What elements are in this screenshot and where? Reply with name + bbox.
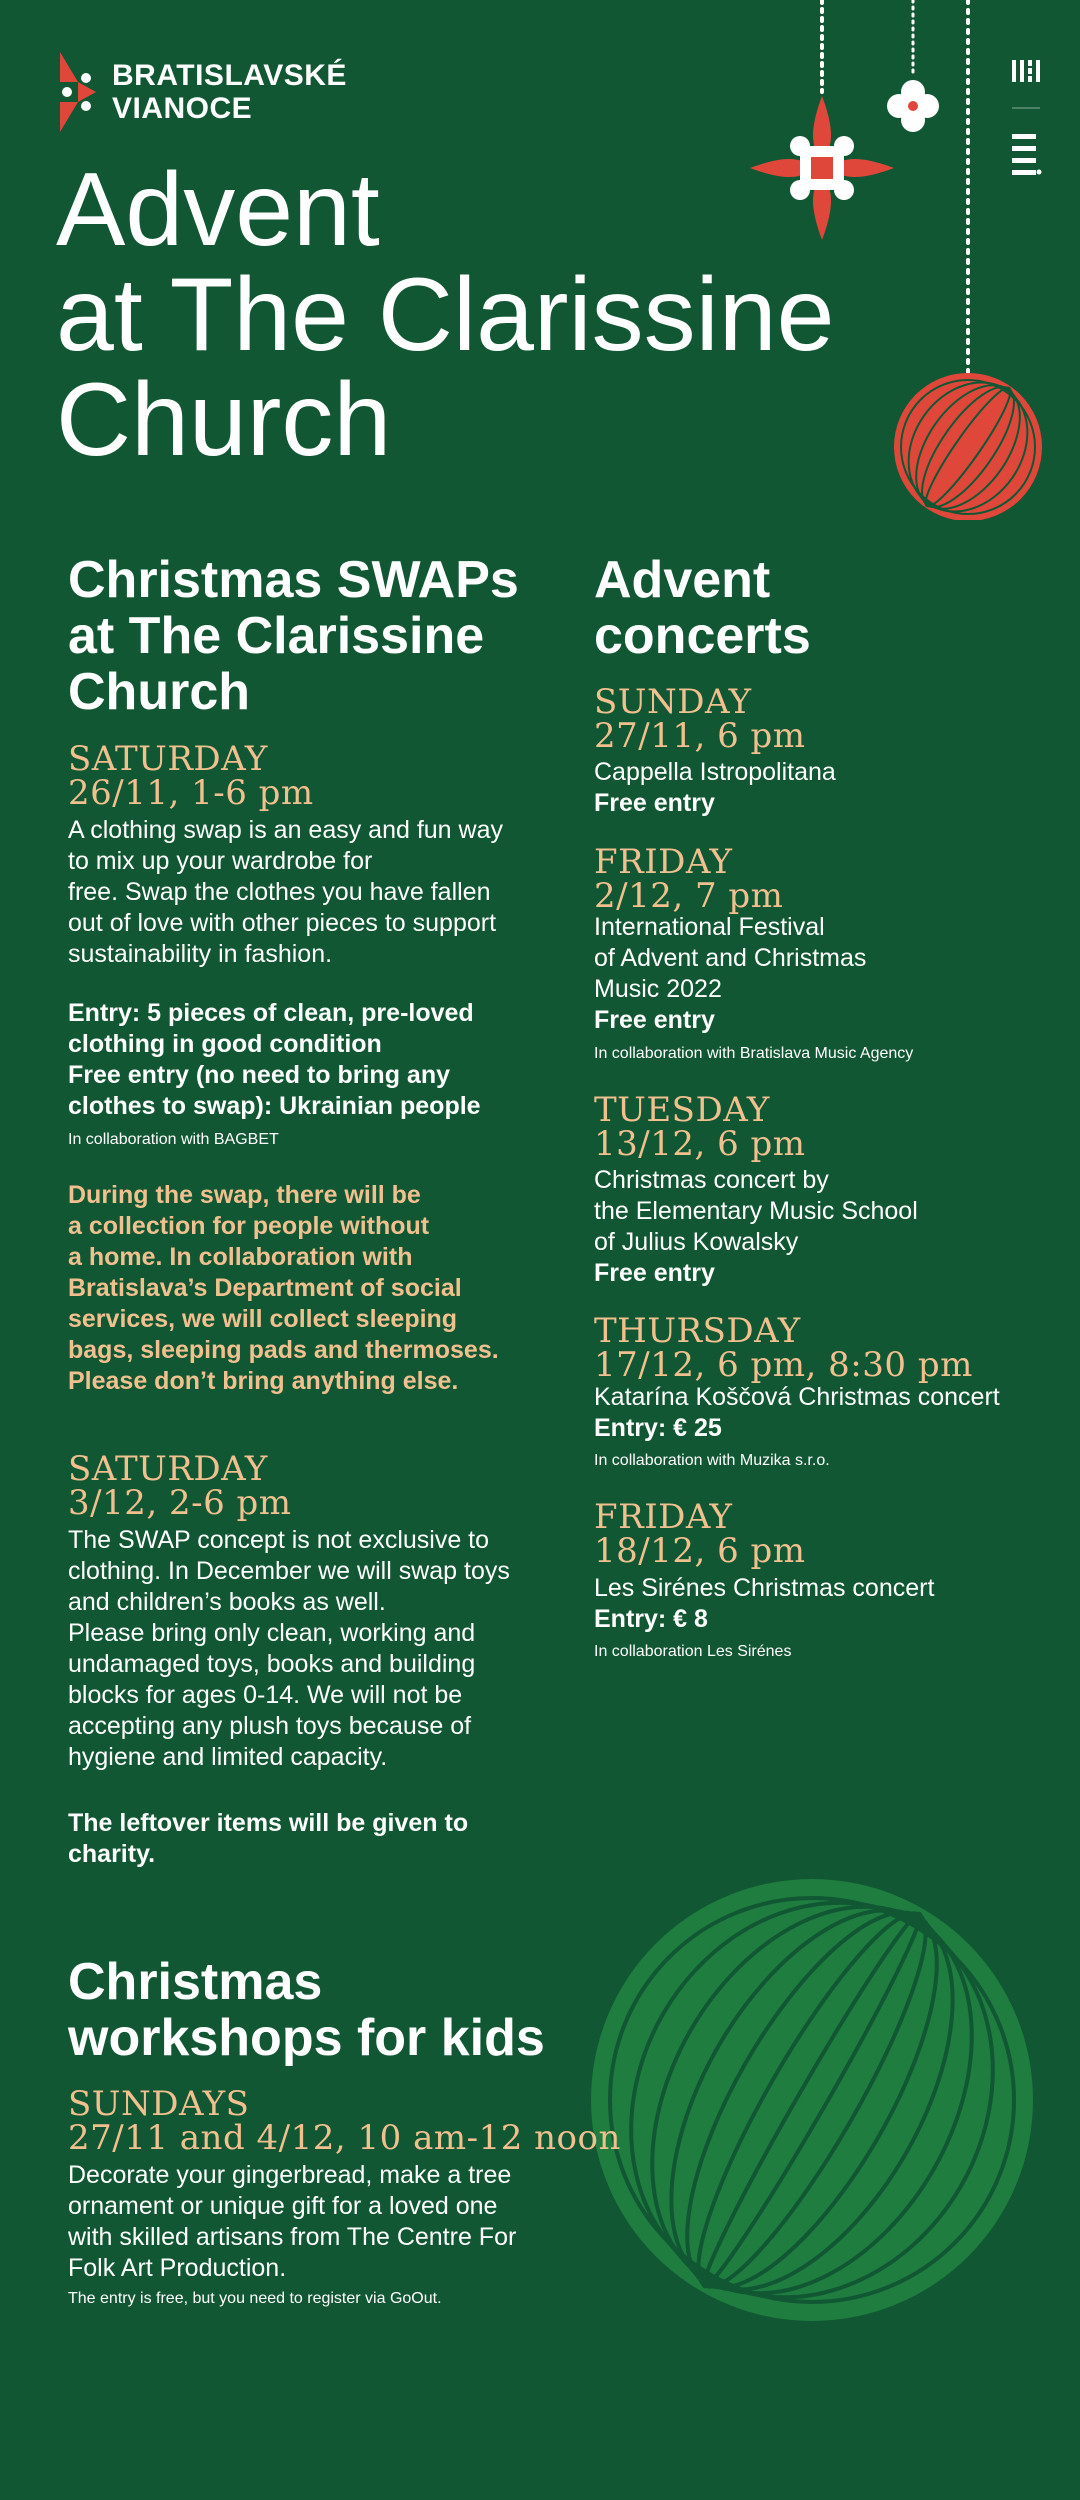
swap1-collab: In collaboration with BAGBET [68, 1131, 279, 1148]
brand-header [56, 52, 347, 132]
swap2-note [68, 1808, 588, 1870]
concert-3-name [594, 1165, 918, 1258]
concert-day: SUNDAY [594, 682, 752, 722]
brand-line-2: VIANOCE [112, 92, 253, 125]
text-line: Music 2022 [594, 975, 722, 1003]
concerts-title-line: Advent [594, 551, 771, 609]
text-line: Decorate your gingerbread, make a tree [68, 2161, 512, 2189]
text-line: hygiene and limited capacity. [68, 1743, 388, 1771]
concert-3-date-block [594, 1090, 806, 1164]
green-ball-ornament-icon [588, 1876, 1036, 2324]
concerts-title-line: concerts [594, 607, 811, 665]
swaps-title [68, 552, 519, 720]
swap1-collection-note [68, 1180, 578, 1397]
text-line: Please bring only clean, working and [68, 1619, 476, 1647]
concert-5-name [594, 1573, 934, 1604]
text-line: Christmas concert by [594, 1166, 829, 1194]
text-line: blocks for ages 0-14. We will not be [68, 1681, 463, 1709]
text-line: Please don’t bring anything else. [68, 1367, 459, 1395]
hero-line-2: at The Clarissine [56, 257, 835, 373]
concert-date: 2/12, 7 pm [594, 876, 784, 916]
workshops-date: 27/11 and 4/12, 10 am-12 noon [68, 2118, 621, 2158]
text-line: Entry: 5 pieces of clean, pre-loved [68, 999, 474, 1027]
concert-2-name [594, 912, 866, 1005]
text-line: services, we will collect sleeping [68, 1305, 458, 1333]
text-line: A clothing swap is an easy and fun way [68, 816, 503, 844]
text-line: accepting any plush toys because of [68, 1712, 472, 1740]
workshops-title-line: workshops for kids [68, 2009, 545, 2067]
text-line: clothing. In December we will swap toys [68, 1557, 510, 1585]
swap1-date-block [68, 739, 314, 813]
concert-5-collab: In collaboration Les Sirénes [594, 1643, 792, 1660]
text-line: During the swap, there will be [68, 1181, 421, 1209]
hero-line-1: Advent [56, 152, 380, 268]
text-line: a collection for people without [68, 1212, 430, 1240]
swap1-day: SATURDAY [68, 739, 268, 779]
concert-3-entry: Free entry [594, 1259, 715, 1287]
concert-date: 17/12, 6 pm, 8:30 pm [594, 1345, 973, 1385]
concert-2-collab: In collaboration with Bratislava Music Agency [594, 1045, 914, 1062]
concert-4-date-block [594, 1311, 973, 1385]
swap2-description [68, 1525, 588, 1773]
text-line: sustainability in fashion. [68, 940, 333, 968]
text-line: The leftover items will be given to [68, 1809, 469, 1837]
text-line: with skilled artisans from The Centre For [68, 2223, 517, 2251]
text-line: charity. [68, 1840, 156, 1868]
swap1-entry [68, 998, 578, 1122]
concert-1-entry: Free entry [594, 789, 715, 817]
workshops-title [68, 1954, 545, 2066]
hero-title [56, 152, 956, 478]
brand-line-1: BRATISLAVSKÉ [112, 59, 347, 92]
concert-5-entry: Entry: € 8 [594, 1605, 708, 1633]
text-line: of Advent and Christmas [594, 944, 867, 972]
text-line: the Elementary Music School [594, 1197, 918, 1225]
text-line: Bratislava’s Department of social [68, 1274, 462, 1302]
text-line: ornament or unique gift for a loved one [68, 2192, 498, 2220]
brand-name [112, 59, 347, 125]
concert-date: 18/12, 6 pm [594, 1531, 806, 1571]
workshops-date-block [68, 2084, 621, 2158]
concerts-title [594, 552, 811, 664]
concert-1-date-block [594, 682, 806, 756]
text-line: clothing in good condition [68, 1030, 382, 1058]
workshops-description [68, 2160, 598, 2284]
text-line: clothes to swap): Ukrainian people [68, 1092, 481, 1120]
text-line: Folk Art Production. [68, 2254, 287, 2282]
concert-4-collab: In collaboration with Muzika s.r.o. [594, 1452, 830, 1469]
text-line: Katarína Koščová Christmas concert [594, 1383, 1000, 1411]
text-line: International Festival [594, 913, 825, 941]
concert-2-entry: Free entry [594, 1006, 715, 1034]
partner-logos-vertical [1010, 58, 1042, 208]
swap2-date-block [68, 1449, 292, 1523]
hero-line-3: Church [56, 362, 392, 478]
concert-day: FRIDAY [594, 1497, 733, 1537]
swaps-title-line: at The Clarissine [68, 607, 485, 665]
swaps-title-line: Church [68, 663, 250, 721]
concert-1-name [594, 757, 836, 788]
text-line: bags, sleeping pads and thermoses. [68, 1336, 499, 1364]
concert-4-entry: Entry: € 25 [594, 1414, 722, 1442]
concert-day: THURSDAY [594, 1311, 801, 1351]
bratislava-star-logo-icon [56, 52, 100, 132]
text-line: The SWAP concept is not exclusive to [68, 1526, 490, 1554]
swap2-date: 3/12, 2-6 pm [68, 1483, 292, 1523]
concert-date: 13/12, 6 pm [594, 1124, 806, 1164]
text-line: and children’s books as well. [68, 1588, 386, 1616]
text-line: a home. In collaboration with [68, 1243, 413, 1271]
text-line: of Julius Kowalsky [594, 1228, 799, 1256]
text-line: to mix up your wardrobe for [68, 847, 373, 875]
text-line: out of love with other pieces to support [68, 909, 497, 937]
concert-2-date-block [594, 842, 784, 916]
workshops-registration-note: The entry is free, but you need to register via GoOut. [68, 2290, 442, 2307]
partner-logo-top-icon [1012, 60, 1040, 82]
workshops-day: SUNDAYS [68, 2084, 250, 2124]
concert-date: 27/11, 6 pm [594, 716, 806, 756]
workshops-title-line: Christmas [68, 1953, 323, 2011]
swap1-date: 26/11, 1-6 pm [68, 773, 314, 813]
swap1-description [68, 815, 568, 970]
partner-logo-bottom-icon [1012, 134, 1042, 175]
swaps-title-line: Christmas SWAPs [68, 551, 519, 609]
text-line: Cappella Istropolitana [594, 758, 836, 786]
text-line: Free entry (no need to bring any [68, 1061, 450, 1089]
concert-4-name [594, 1382, 1000, 1413]
text-line: undamaged toys, books and building [68, 1650, 476, 1678]
text-line: free. Swap the clothes you have fallen [68, 878, 491, 906]
swap2-day: SATURDAY [68, 1449, 268, 1489]
concert-day: TUESDAY [594, 1090, 770, 1130]
concert-day: FRIDAY [594, 842, 733, 882]
white-flower-ornament-icon [887, 80, 939, 132]
text-line: Les Sirénes Christmas concert [594, 1574, 935, 1602]
concert-5-date-block [594, 1497, 806, 1571]
